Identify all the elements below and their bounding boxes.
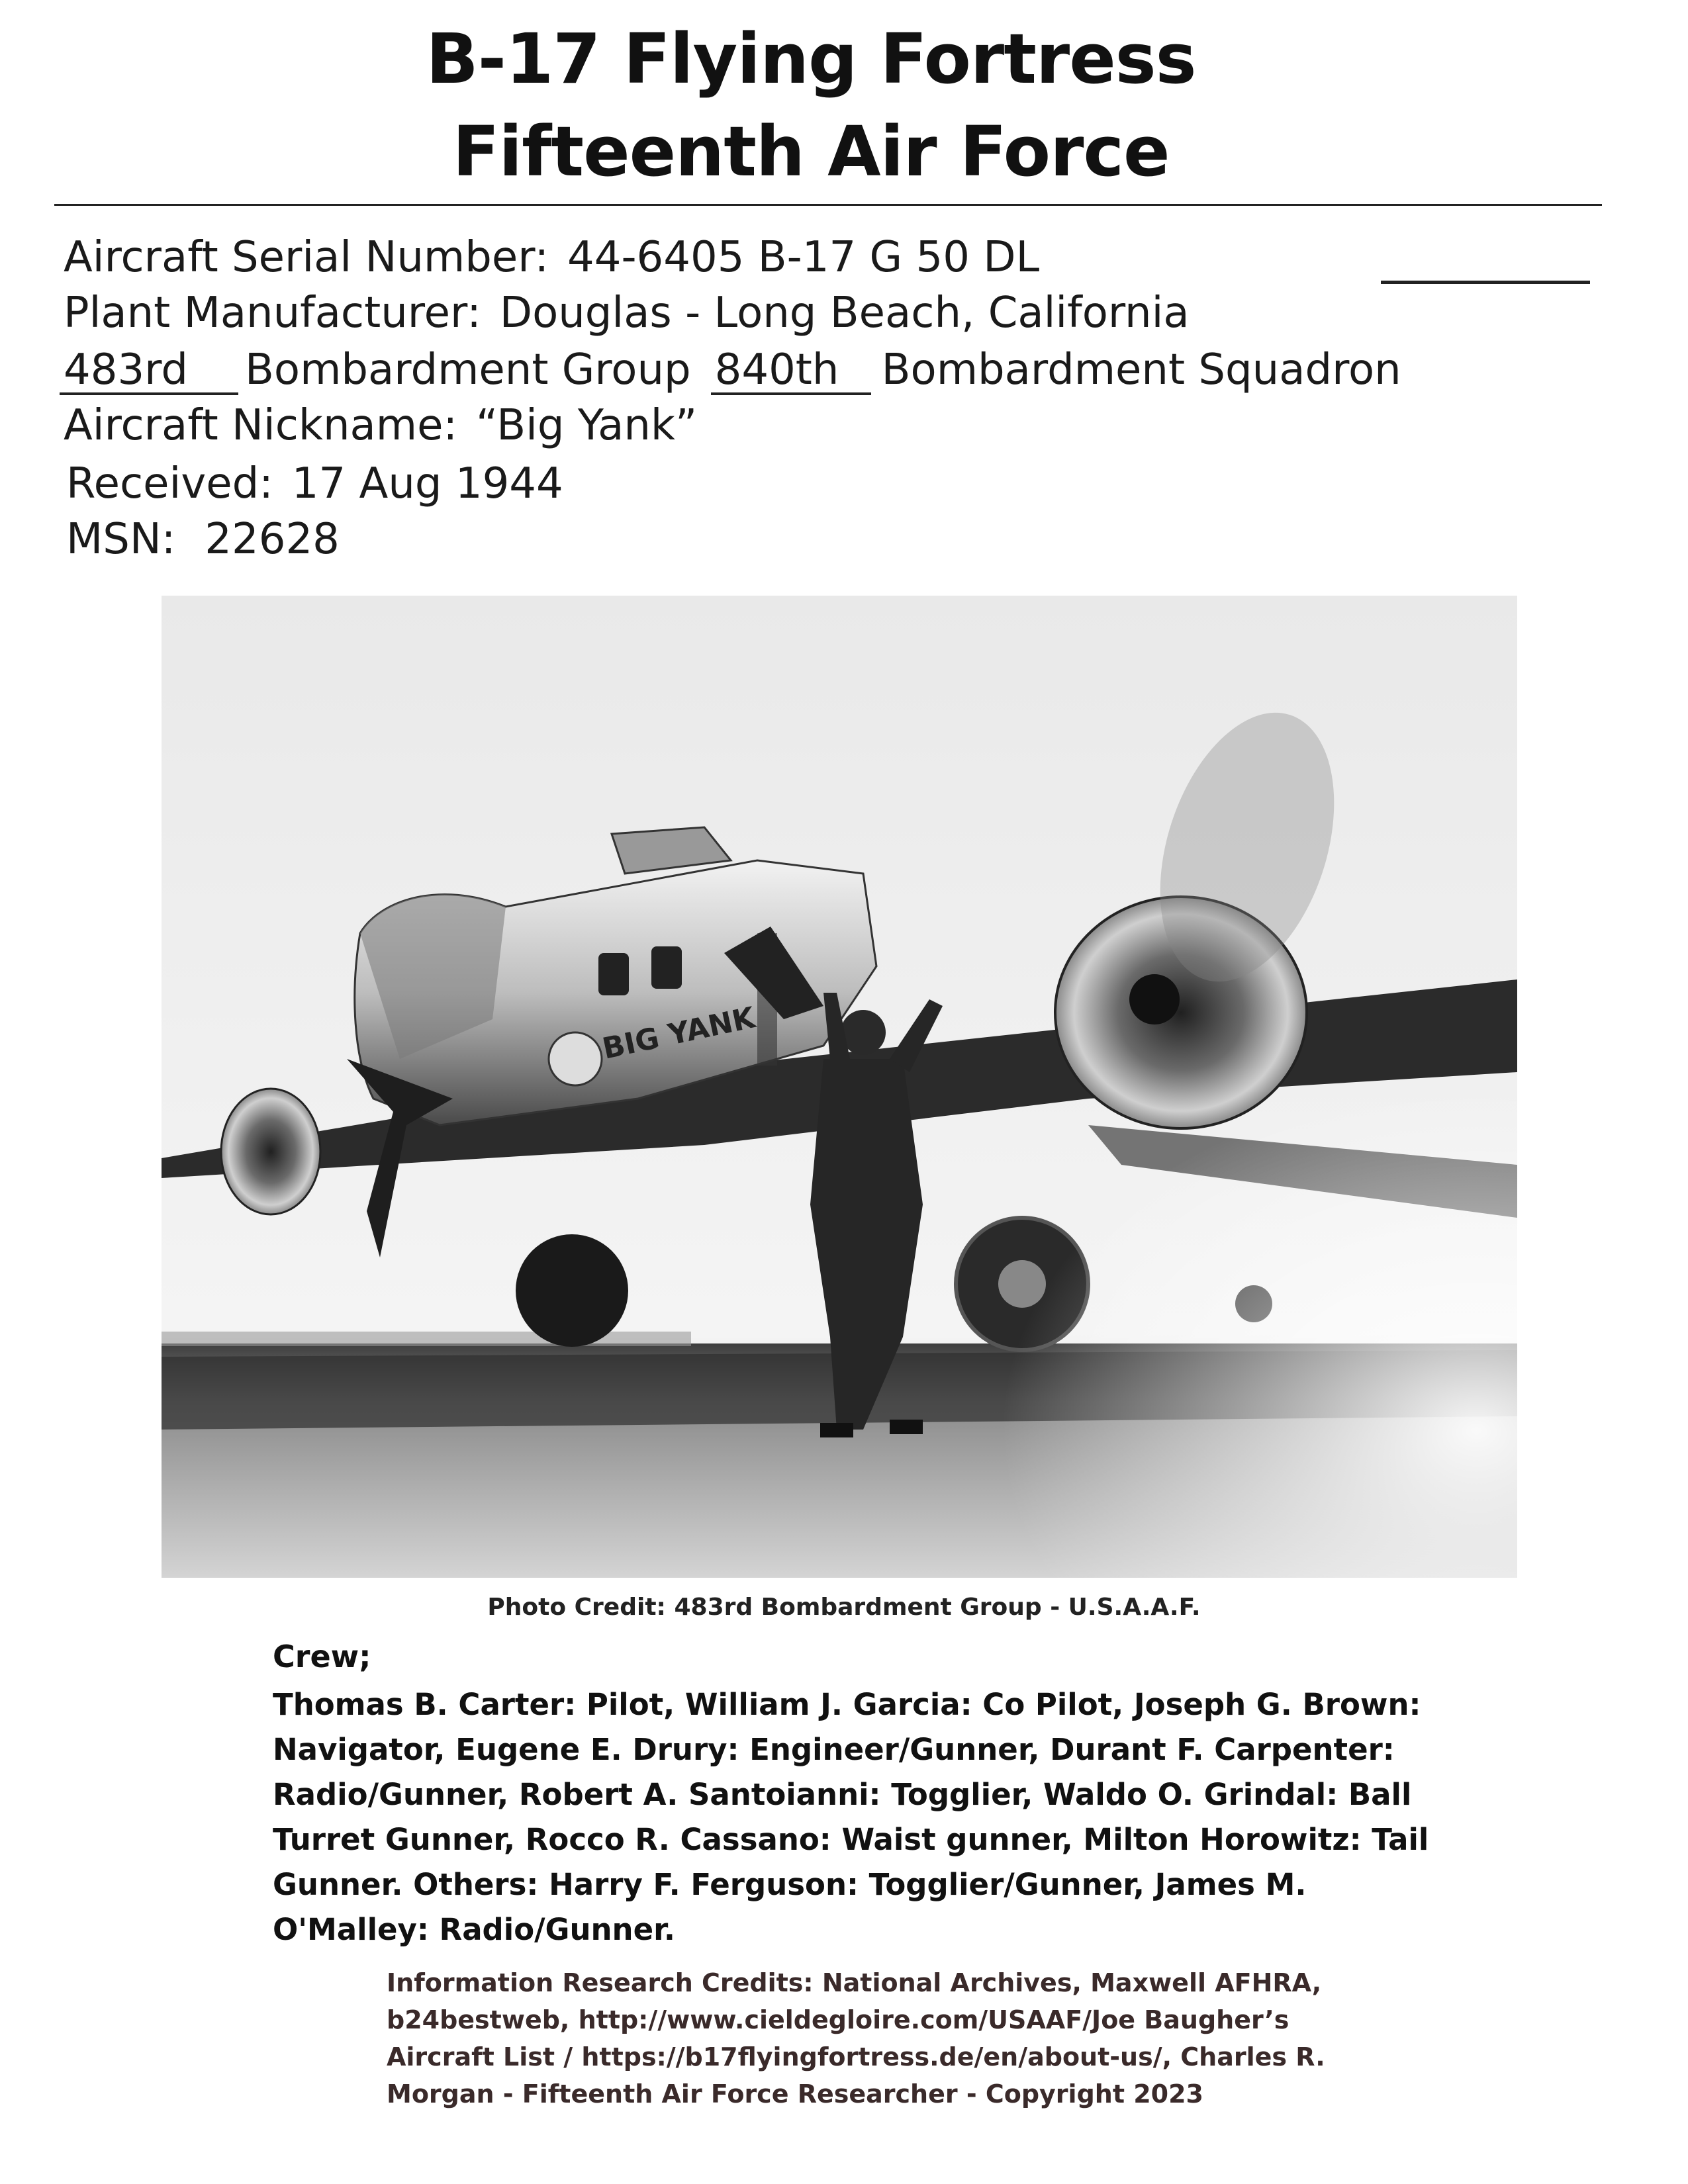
group-squadron-row: [60, 345, 1401, 395]
msn-value: 22628: [205, 515, 340, 564]
photo-credit: Photo Credit: 483rd Bombardment Group - U.S.A.A.F.: [487, 1594, 1201, 1621]
plant-manufacturer-row: [64, 289, 1190, 338]
squadron-label: Bombardment Squadron: [881, 345, 1401, 394]
received-row: [66, 459, 563, 508]
serial-number-row: [64, 233, 1039, 282]
serial-blank-line: [1381, 281, 1590, 284]
photo-fade: [162, 596, 1517, 1578]
group-label: Bombardment Group: [245, 345, 691, 394]
crew-heading: Crew;: [273, 1639, 371, 1674]
plant-manufacturer-value: Douglas - Long Beach, California: [499, 289, 1190, 338]
group-value: 483rd: [60, 348, 238, 395]
nickname-label: Aircraft Nickname:: [64, 401, 457, 450]
crew-list: Thomas B. Carter: Pilot, William J. Garcia: Co Pilot, Joseph G. Brown: Navigator, Eugene E. Drury: Engineer/Gunner, Durant F. Carpenter: Radio/Gunner, Robert A. Santoianni: Togglier, Waldo O. Grindal: Ball Turret Gunner, Rocco R. Cassano: Waist gunner, Milton Horowitz: Tail Gunner. Others: Harry F. Ferguson: Togglier/Gunner, James M. O'Malley: Radio/Gunner.: [273, 1687, 1429, 1947]
squadron-value: 840th: [711, 348, 871, 395]
research-credits: Information Research Credits: National Archives, Maxwell AFHRA, b24bestweb, http://www.cieldegloire.com/USAAF/Joe Baugher’s Aircraft List / https://b17flyingfortress.de/en/about-us/, Charles R. Morgan - Fifteenth Air Force Researcher - Copyright 2023: [387, 1968, 1325, 2109]
page-title-line1: B-17 Flying Fortress: [426, 19, 1196, 99]
plant-manufacturer-label: Plant Manufacturer:: [64, 289, 481, 338]
aircraft-photo: [162, 596, 1517, 1578]
title-divider: [54, 204, 1602, 206]
nickname-value: “Big Yank”: [476, 401, 698, 450]
serial-number-value: 44-6405 B-17 G 50 DL: [567, 233, 1040, 282]
received-label: Received:: [66, 459, 273, 508]
msn-row: [66, 515, 340, 564]
page-title-line2: Fifteenth Air Force: [452, 111, 1170, 192]
received-value: 17 Aug 1944: [291, 459, 563, 508]
msn-label: MSN:: [66, 515, 176, 564]
nickname-row: [64, 401, 697, 450]
serial-number-label: Aircraft Serial Number:: [64, 233, 549, 282]
